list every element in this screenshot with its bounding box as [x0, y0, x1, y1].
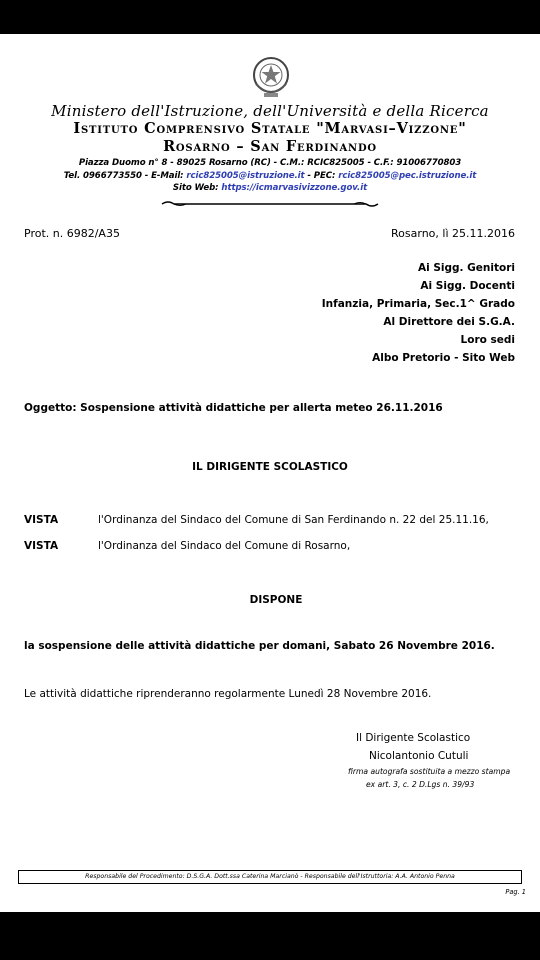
phone-label: Tel. 0966773550 - E-Mail: [63, 171, 184, 181]
pec-label: - PEC: [307, 171, 336, 181]
signature-note: firma autografa sostituita a mezzo stampa [348, 767, 511, 776]
protocol-number: Prot. n. 6982/A35 [24, 227, 120, 240]
decision-text: la sospensione delle attività didattiche per domani, Sabato 26 Novembre 2016. [24, 640, 495, 652]
vista-text: l'Ordinanza del Sindaco del Comune di Rosarno, [98, 540, 351, 552]
footer-responsibles: Responsabile del Procedimento: D.S.G.A. Dott.ssa Caterina Marcianò - Responsabile dell'Istruttoria: A.A. Antonio Penna [18, 870, 522, 884]
page-number: Pag. 1 [505, 888, 526, 896]
recipient-line: Infanzia, Primaria, Sec.1^ Grado [321, 298, 515, 310]
website-line [0, 183, 540, 193]
signature-note: ex art. 3, c. 2 D.Lgs n. 39/93 [366, 780, 475, 789]
place-date: Rosarno, lì 25.11.2016 [391, 227, 515, 240]
recipient-line: Albo Pretorio - Sito Web [372, 352, 515, 364]
recipient-line: Ai Sigg. Genitori [417, 262, 515, 274]
institute-town: Rosarno – San Ferdinando [163, 138, 377, 155]
recipient-line: Loro sedi [460, 334, 515, 346]
pec-link[interactable]: rcic825005@pec.istruzione.it [338, 171, 477, 181]
vista-label: VISTA [24, 514, 59, 526]
resume-text: Le attività didattiche riprenderanno regolarmente Lunedì 28 Novembre 2016. [24, 688, 432, 700]
website-link[interactable]: https://icmarvasivizzone.gov.it [221, 183, 368, 193]
address-line: Piazza Duomo n° 8 - 89025 Rosarno (RC) - C.M.: RCIC825005 - C.F.: 91006770803 [78, 158, 462, 168]
ministry-heading: Ministero dell'Istruzione, dell'Università e della Ricerca [51, 102, 489, 120]
vista-label: VISTA [24, 540, 59, 552]
signer-heading: IL DIRIGENTE SCOLASTICO [192, 461, 348, 473]
signature-title: Il Dirigente Scolastico [356, 732, 471, 744]
dispone-heading: DISPONE [249, 594, 303, 606]
recipient-line: Ai Sigg. Docenti [420, 280, 515, 292]
email-link[interactable]: rcic825005@istruzione.it [186, 171, 305, 181]
republic-emblem-icon [250, 54, 292, 100]
recipient-line: Al Direttore dei S.G.A. [383, 316, 515, 328]
signature-name: Nicolantonio Cutuli [369, 750, 469, 762]
institute-name: Istituto Comprensivo Statale "Marvasi–Vizzone" [73, 120, 467, 137]
document-page [0, 34, 540, 912]
header-divider [160, 200, 380, 208]
subject-line: Oggetto: Sospensione attività didattiche per allerta meteo 26.11.2016 [24, 402, 443, 414]
contact-line [0, 171, 540, 181]
website-label: Sito Web: [172, 183, 219, 193]
recipients-block [322, 259, 515, 367]
vista-text: l'Ordinanza del Sindaco del Comune di San Ferdinando n. 22 del 25.11.16, [98, 514, 489, 526]
